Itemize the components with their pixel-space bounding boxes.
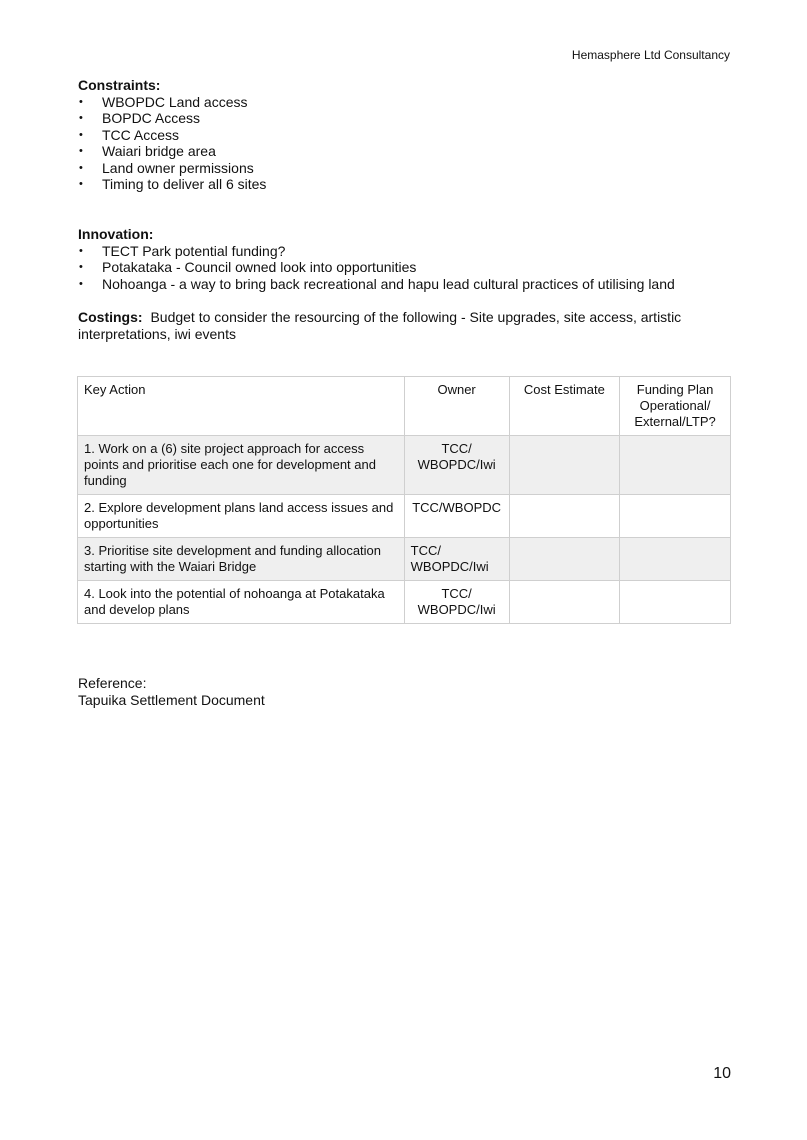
table-row — [78, 538, 731, 581]
costings-heading: Costings: — [78, 309, 143, 325]
list-item: • Nohoanga - a way to bring back recreational and hapu lead cultural practices of utilising land — [78, 276, 738, 293]
header-key-action: Key Action — [78, 377, 405, 436]
owner-cell: TCC/ WBOPDC/Iwi — [404, 436, 509, 495]
funding-cell — [620, 581, 731, 624]
list-item: • TECT Park potential funding? — [78, 243, 738, 260]
action-cell: 4. Look into the potential of nohoanga at Potakataka and develop plans — [78, 581, 405, 624]
cost-cell — [509, 436, 620, 495]
owner-cell: TCC/ WBOPDC/Iwi — [404, 581, 509, 624]
innovation-section — [78, 226, 738, 292]
list-item: • TCC Access — [78, 127, 738, 144]
key-action-table — [77, 376, 731, 624]
header-note: Hemasphere Ltd Consultancy — [571, 48, 730, 62]
table-row — [78, 436, 731, 495]
list-item: • Potakataka - Council owned look into opportunities — [78, 259, 738, 276]
funding-cell — [620, 538, 731, 581]
funding-cell — [620, 495, 731, 538]
owner-cell: TCC/ WBOPDC/Iwi — [404, 538, 509, 581]
action-cell: 1. Work on a (6) site project approach for access points and prioritise each one for development and funding — [78, 436, 405, 495]
constraints-heading: Constraints: — [78, 77, 161, 93]
costings-text: Budget to consider the resourcing of the following - Site upgrades, site access, artistic interpretations, iwi events — [78, 309, 682, 342]
innovation-list — [78, 243, 738, 293]
constraints-section — [78, 77, 738, 193]
cost-cell — [509, 581, 620, 624]
page-number: 10 — [713, 1065, 731, 1082]
reference-block — [78, 675, 265, 708]
costings-paragraph — [78, 309, 738, 342]
list-item: • BOPDC Access — [78, 110, 738, 127]
header-owner: Owner — [404, 377, 509, 436]
table-header-row — [78, 377, 731, 436]
reference-label: Reference: — [78, 675, 147, 691]
owner-cell: TCC/WBOPDC — [404, 495, 509, 538]
cost-cell — [509, 495, 620, 538]
constraints-list — [78, 94, 738, 193]
action-cell: 2. Explore development plans land access issues and opportunities — [78, 495, 405, 538]
list-item: • WBOPDC Land access — [78, 94, 738, 111]
cost-cell — [509, 538, 620, 581]
action-cell: 3. Prioritise site development and funding allocation starting with the Waiari Bridge — [78, 538, 405, 581]
funding-cell — [620, 436, 731, 495]
table-row — [78, 581, 731, 624]
header-funding-plan: Funding Plan Operational/ External/LTP? — [620, 377, 731, 436]
list-item: • Timing to deliver all 6 sites — [78, 176, 738, 193]
innovation-heading: Innovation: — [78, 226, 154, 242]
header-cost-estimate: Cost Estimate — [509, 377, 620, 436]
list-item: • Waiari bridge area — [78, 143, 738, 160]
list-item: • Land owner permissions — [78, 160, 738, 177]
table-row — [78, 495, 731, 538]
reference-text: Tapuika Settlement Document — [78, 691, 265, 708]
